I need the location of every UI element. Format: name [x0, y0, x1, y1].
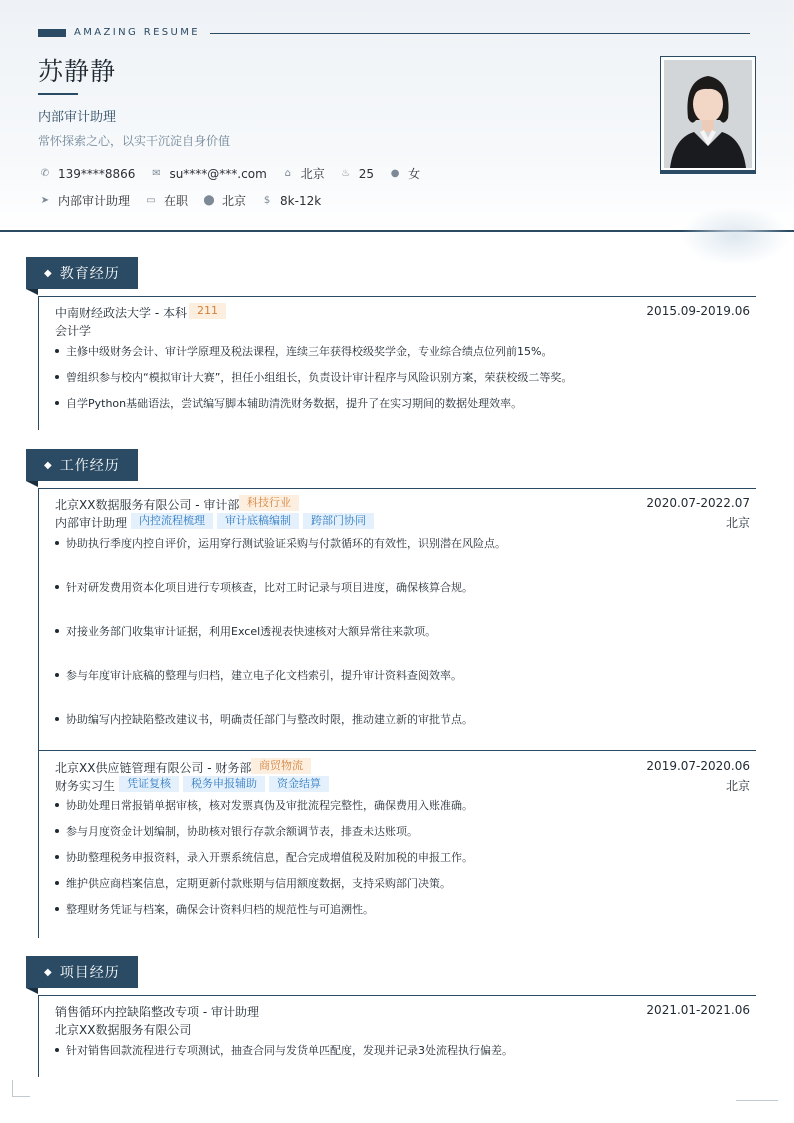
bullet-dot [55, 717, 59, 721]
bullet-dot [55, 855, 59, 859]
brand-rule [210, 33, 750, 34]
section-rule [38, 488, 756, 489]
info-home: ⌂ 北京 [281, 165, 325, 182]
diamond-icon: ◆ [44, 459, 53, 471]
portrait-image [664, 60, 752, 168]
entry-rule [38, 750, 756, 751]
company-name: 北京XX数据服务有限公司 - 审计部 [55, 498, 240, 512]
skill-tag: 资金结算 [269, 776, 329, 792]
brand-bar [38, 29, 66, 37]
skill-tag: 凭证复核 [119, 776, 179, 792]
avatar [664, 60, 752, 168]
info-gender: ● 女 [388, 165, 420, 182]
section-fold [26, 481, 38, 487]
contact-row [38, 165, 434, 182]
diamond-icon: ◆ [44, 966, 53, 978]
email-icon: ✉ [152, 168, 161, 179]
info-salary: $ 8k-12k [260, 194, 321, 208]
cake-icon: ♨ [341, 168, 351, 179]
bullet-dot [55, 375, 59, 379]
list-item: 协助执行季度内控自评价，运用穿行测试验证采购与付款循环的有效性，识别潜在风险点。 [55, 535, 506, 551]
section-fold [26, 289, 38, 295]
corner-mark [12, 1080, 13, 1096]
section-fold [26, 988, 38, 994]
job-date: 2020.07-2022.07 [646, 496, 750, 510]
intent-row [38, 192, 335, 209]
info-status: ▭ 在职 [144, 192, 188, 209]
project-date: 2021.01-2021.06 [646, 1003, 750, 1017]
list-item: 参与年度审计底稿的整理与归档，建立电子化文档索引，提升审计资料查阅效率。 [55, 667, 462, 683]
section-rule [38, 296, 756, 297]
list-item: 维护供应商档案信息，定期更新付款账期与信用额度数据，支持采购部门决策。 [55, 875, 451, 891]
home-icon: ⌂ [284, 168, 291, 179]
decorative-shadow [680, 206, 790, 266]
list-item: 对接业务部门收集审计证据，利用Excel透视表快速核对大额异常往来款项。 [55, 623, 436, 639]
salary-icon: $ [263, 195, 271, 206]
list-item: 协助编写内控缺陷整改建议书，明确责任部门与整改时限，推动建立新的审批节点。 [55, 711, 473, 727]
section-rule [38, 995, 756, 996]
list-item: 协助处理日常报销单据审核，核对发票真伪及审批流程完整性，确保费用入账准确。 [55, 797, 473, 813]
major: 会计学 [55, 324, 92, 338]
header-divider [0, 230, 794, 232]
job-city: 北京 [725, 516, 750, 530]
bullet-dot [55, 629, 59, 633]
info-age: ♨ 25 [339, 167, 374, 181]
briefcase-icon: ▭ [146, 195, 156, 206]
school-tag: 211 [189, 303, 226, 319]
school-name: 中南财经政法大学 - 本科 [55, 306, 187, 320]
job-role: 财务实习生 [55, 779, 116, 793]
info-location: ⬤ 北京 [203, 194, 247, 208]
brand-text: AMAZING RESUME [74, 27, 200, 38]
education-date: 2015.09-2019.06 [646, 304, 750, 318]
bullet-dot [55, 1048, 59, 1052]
list-item: 主修中级财务会计、审计学原理及税法课程，连续三年获得校级奖学金，专业综合绩点位列前15%。 [55, 343, 552, 359]
job-city: 北京 [725, 779, 750, 793]
job-role: 内部审计助理 [55, 516, 128, 530]
bullet-dot [55, 803, 59, 807]
gender-icon: ● [390, 168, 400, 179]
info-phone: ✆ 139****8866 [38, 167, 135, 181]
corner-mark [12, 1096, 30, 1097]
bullet-dot [55, 585, 59, 589]
industry-tag: 商贸物流 [251, 758, 311, 774]
section-title-project: ◆ 项目经历 [26, 956, 138, 988]
list-item: 参与月度资金计划编制，协助核对银行存款余额调节表，排查未达账项。 [55, 823, 418, 839]
section-side-line [38, 488, 39, 938]
list-item: 整理财务凭证与档案，确保会计资料归档的规范性与可追溯性。 [55, 901, 374, 917]
list-item: 曾组织参与校内“模拟审计大赛”，担任小组组长，负责设计审计程序与风险识别方案，荣获校级二等奖。 [55, 369, 572, 385]
list-item: 针对销售回款流程进行专项测试，抽查合同与发货单匹配度，发现并记录3处流程执行偏差。 [55, 1042, 513, 1058]
company-name: 北京XX供应链管理有限公司 - 财务部 [55, 761, 252, 775]
skill-tag: 跨部门协同 [303, 513, 374, 529]
motto: 常怀探索之心，以实干沉淀自身价值 [38, 134, 231, 148]
list-item: 自学Python基础语法，尝试编写脚本辅助清洗财务数据，提升了在实习期间的数据处理效率。 [55, 395, 522, 411]
section-side-line [38, 296, 39, 430]
bullet-dot [55, 907, 59, 911]
industry-tag: 科技行业 [239, 495, 299, 511]
bullet-dot [55, 401, 59, 405]
diamond-icon: ◆ [44, 267, 53, 279]
phone-icon: ✆ [40, 168, 50, 179]
skill-tag: 内控流程梳理 [131, 513, 213, 529]
job-title: 内部审计助理 [38, 110, 117, 125]
corner-mark [736, 1100, 778, 1101]
section-title-work: ◆ 工作经历 [26, 449, 138, 481]
skill-tag: 税务申报辅助 [183, 776, 265, 792]
bullet-dot [55, 349, 59, 353]
bullet-dot [55, 881, 59, 885]
bullet-dot [55, 673, 59, 677]
photo-accent-bar [660, 170, 756, 174]
bullet-dot [55, 541, 59, 545]
name-underline [38, 93, 78, 95]
info-intent: ➤ 内部审计助理 [38, 192, 130, 209]
send-icon: ➤ [40, 195, 50, 206]
project-title: 销售循环内控缺陷整改专项 - 审计助理 [55, 1005, 259, 1019]
info-email: ✉ su****@***.com [149, 167, 266, 181]
job-date: 2019.07-2020.06 [646, 759, 750, 773]
profile-photo [660, 56, 756, 172]
list-item: 针对研发费用资本化项目进行专项核查，比对工时记录与项目进度，确保核算合规。 [55, 579, 473, 595]
list-item: 协助整理税务申报资料，录入开票系统信息，配合完成增值税及附加税的申报工作。 [55, 849, 473, 865]
section-title-education: ◆ 教育经历 [26, 257, 138, 289]
section-side-line [38, 995, 39, 1077]
candidate-name: 苏静静 [38, 57, 117, 86]
project-company: 北京XX数据服务有限公司 [55, 1023, 192, 1037]
bullet-dot [55, 829, 59, 833]
skill-tag: 审计底稿编制 [217, 513, 299, 529]
location-icon: ⬤ [203, 195, 215, 206]
